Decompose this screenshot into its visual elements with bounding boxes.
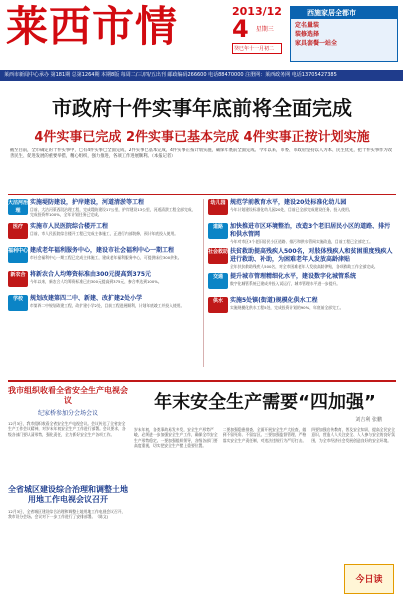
lunar-date: 癸巳年十一月初二 bbox=[232, 43, 282, 54]
column-divider bbox=[203, 199, 204, 367]
commentary-title[interactable]: 年末安全生产需要“四加强” bbox=[154, 392, 376, 413]
item-badge: 福利中心 bbox=[8, 247, 28, 263]
ad-line: 装修选择 bbox=[295, 31, 320, 38]
item-body: 全年扶贫救助残疾人500名，对全市困难老年人发放高龄津贴，各项救助工作全部完成。 bbox=[230, 264, 378, 270]
story-body: 12月3日，全省城区建设综合治理和调整土地用地工作电视会议召开，我市设分会场。会议对下一步工作进行了安排部署。（陈文) bbox=[8, 509, 126, 520]
item[interactable] bbox=[208, 199, 396, 219]
item-title: 实施堤防建设，护岸建设，河道清淤等工程 bbox=[30, 199, 145, 206]
story-title[interactable]: 我市组织收看全省安全生产电视会议 bbox=[8, 386, 128, 405]
item-title: 实施市人民医院综合楼开工程 bbox=[30, 223, 109, 230]
story-body: 12月3日，我市组织收看全省安全生产电视会议。会议传达了全省安全生产工作会议精神，对岁末年初安全生产工作进行部署。会议要求，各级各部门要认清形势，强化责任，全力抓好安全生产各项工作。 bbox=[8, 421, 126, 437]
item[interactable] bbox=[208, 223, 396, 244]
item-badge: 医疗 bbox=[8, 223, 28, 239]
item-badge: 大沽河治理 bbox=[8, 200, 29, 214]
ad-line: 定名量装 bbox=[295, 22, 320, 29]
item[interactable] bbox=[8, 295, 196, 315]
item[interactable] bbox=[208, 248, 396, 269]
item[interactable] bbox=[208, 297, 396, 317]
info-bar: 莱西市新闻中心承办 第181期 总第1264期 本期8版 每周二/三/四/五出刊 邮政编码266600 电话88470000 注册网：莱西政务网 电话13705427385 bbox=[0, 70, 403, 81]
item[interactable] bbox=[8, 271, 196, 291]
item-badge: 新农合 bbox=[8, 271, 28, 287]
item[interactable] bbox=[208, 273, 396, 293]
item[interactable] bbox=[8, 199, 196, 219]
newspaper-logo: 莱西市情 bbox=[6, 2, 179, 51]
lower-right-column bbox=[134, 386, 396, 598]
advertisement[interactable] bbox=[290, 6, 398, 62]
item-title: 建成老年福利服务中心，建设市社会福利中心一期工程 bbox=[30, 247, 175, 254]
item-body: 今年计划建设标准化幼儿园20处，目前已全部完成建设任务，投入使用。 bbox=[230, 207, 353, 212]
item-body: 今年以来，新农合人均筹资标准已由300元提高到375元，参合率达到100%。 bbox=[30, 279, 162, 284]
item-badge: 学校 bbox=[8, 295, 28, 311]
item-badge: 道路 bbox=[208, 223, 228, 239]
lower-section bbox=[8, 380, 396, 598]
story-subtitle: 纪家桥参加分会场会议 bbox=[37, 410, 98, 417]
item-title: 规划改建第四二中、新建、改扩建2处小学 bbox=[30, 295, 143, 302]
subheadline: 4件实事已完成 2件实事已基本完成 4件实事正按计划实施 bbox=[34, 130, 370, 145]
item-body: 市社会福利中心一期工程已完成主体施工，建成老年福利服务中心，可提供床位300余张。 bbox=[30, 255, 182, 260]
headline[interactable]: 市政府十件实事年底前将全面完成 bbox=[52, 96, 352, 120]
item-title: 实施5处镇(街道)规模化供水工程 bbox=[230, 297, 318, 305]
story-title[interactable]: 全省城区建设综合治理和调整土地用地工作电视会议召开 bbox=[8, 485, 128, 504]
lower-left-column bbox=[8, 386, 128, 598]
intro-paragraph: 截至目前，全市确定的十件实事中，已有4件实事已全面完成，2件实事已基本完成，4件实事正按计划实施，确保年底前全面完成。今年以来，市委、市政府坚持以人为本、民生优先，把十件实事作为改善民生、促进发展的重要举措，精心组织，强力推进，各项工作进展顺利。（本报记者） bbox=[10, 148, 393, 159]
item-badge: 供水 bbox=[208, 297, 228, 313]
item-body: 今年对市区3个老旧居民小区道路、排污和供水管网实施改造，目前工程已全部完工。 bbox=[230, 239, 373, 244]
item-body: 目前，大沽河莱西段治理工程，完成堤防建设17公里，护岸建设13公里，河道清淤工程全部完成，完成投资率100%，全年计划任务已完成。 bbox=[30, 207, 196, 218]
today-read-badge[interactable]: 今日读 bbox=[344, 564, 394, 594]
item-badge: 社会救助 bbox=[208, 248, 228, 264]
item-body: 实施规模化供水工程5处，完成投资计划的90%，年底前全部完工。 bbox=[230, 305, 344, 311]
items-left-column bbox=[8, 199, 196, 369]
item-title: 将新农合人均筹资标准由300元提高到375元 bbox=[30, 271, 152, 278]
item-title: 扶贫救助提高残疾人500名，对肢体残疾人和贫困重度残疾人进行救助、补助，为困难老年人发放高龄津贴 bbox=[230, 248, 393, 264]
commentary-column: 岁末年初，各类事故易发多发，安全生产形势严峻，必须进一步加强安全生产工作，确保全市安全生产形势稳定。一要加强组织领导，各级各部门要高度重视，切实把安全生产摆上重要位置。 bbox=[134, 427, 218, 449]
item-title: 规范学前教育水平，建设20处标准化幼儿园 bbox=[230, 199, 347, 206]
date-year-month: 2013/12 bbox=[232, 5, 282, 18]
commentary-column: 四要加强宣传教育，普及安全知识，提高全民安全意识，营造人人关注安全、人人参与安全的良好氛围，为全市经济社会发展创造良好的安全环境。 bbox=[311, 427, 395, 443]
commentary-author: 刘吉利 张鹏 bbox=[355, 417, 382, 423]
ad-line: 家具套餐一站全 bbox=[295, 40, 338, 47]
date-day: 4 bbox=[232, 15, 249, 43]
item-title: 提升城市管理精细化水平，建设数字化城管系统 bbox=[230, 273, 357, 281]
items-area bbox=[8, 194, 396, 372]
item[interactable] bbox=[8, 223, 196, 243]
item[interactable] bbox=[8, 247, 196, 267]
item-title: 加快推进市区环境整治，改造3个老旧居民小区的道路、排污和供水管网 bbox=[230, 223, 391, 238]
items-right-column bbox=[208, 199, 396, 369]
item-badge: 交通 bbox=[208, 273, 228, 289]
item-body: 数字化城管系统已建成并投入试运行，城市管理水平进一步提升。 bbox=[230, 281, 341, 287]
date-box bbox=[232, 6, 282, 54]
ad-brand: 西施家居全都市 bbox=[291, 7, 397, 19]
date-weekday: 星期三 bbox=[255, 26, 274, 33]
commentary-column: 二要加强隐患排查，全面开展安全生产大检查，做到不留死角、不留盲区。三要加强监督管理，严格落实安全生产责任制，对违法违规行为严厉打击。 bbox=[222, 427, 307, 443]
masthead bbox=[0, 0, 403, 70]
item-body: 市第四二中规划改建工程，改扩建小学2处，目前工程进展顺利，计划年底竣工并投入使用。 bbox=[30, 303, 185, 308]
item-badge: 幼儿园 bbox=[208, 199, 228, 215]
item-body: 目前，市人民医院综合楼开工程已完成主体施工，正进行内部装修，预计年底投入使用。 bbox=[30, 231, 179, 236]
